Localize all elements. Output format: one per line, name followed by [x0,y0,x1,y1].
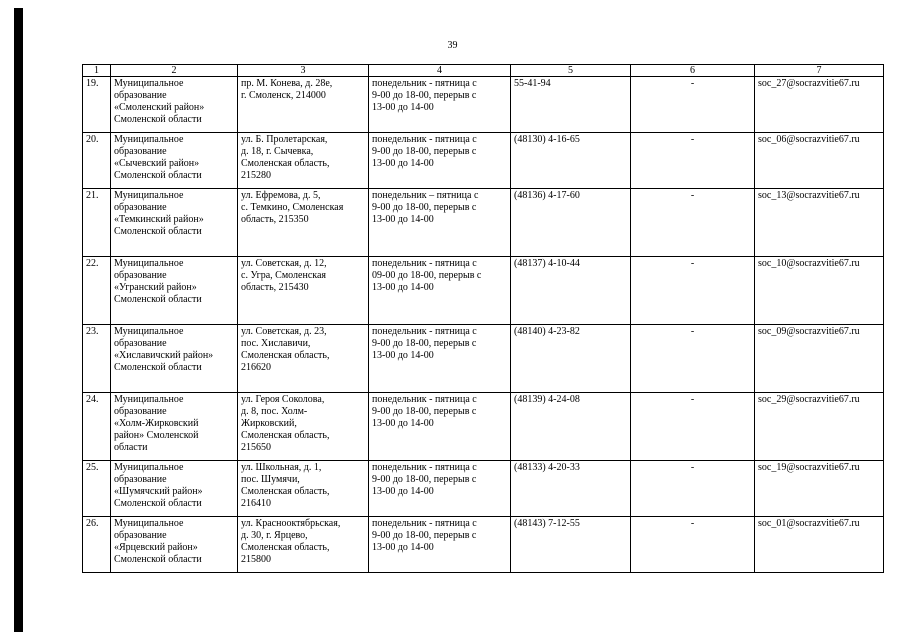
organization-name: Муниципальное образование «Холм-Жирковский район» Смоленской области [111,393,238,461]
row-number: 19. [83,77,111,133]
organization-name: Муниципальное образование «Смоленский район» Смоленской области [111,77,238,133]
header-cell-2: 2 [111,65,238,77]
column-6-value: - [631,461,755,517]
address: ул. Советская, д. 12, с. Угра, Смоленская область, 215430 [238,257,369,325]
working-hours: понедельник - пятница с 9-00 до 18-00, перерыв с 13-00 до 14-00 [369,77,511,133]
row-number: 26. [83,517,111,573]
phone: (48137) 4-10-44 [511,257,631,325]
column-6-value: - [631,517,755,573]
email: soc_19@socrazvitie67.ru [755,461,884,517]
email: soc_01@socrazvitie67.ru [755,517,884,573]
email: soc_06@socrazvitie67.ru [755,133,884,189]
row-number: 20. [83,133,111,189]
phone: (48130) 4-16-65 [511,133,631,189]
row-number: 25. [83,461,111,517]
column-6-value: - [631,77,755,133]
phone: (48139) 4-24-08 [511,393,631,461]
page-number: 39 [447,40,458,51]
email: soc_27@socrazvitie67.ru [755,77,884,133]
organization-name: Муниципальное образование «Шумячский район» Смоленской области [111,461,238,517]
column-6-value: - [631,393,755,461]
working-hours: понедельник - пятница с 9-00 до 18-00, перерыв с 13-00 до 14-00 [369,517,511,573]
column-6-value: - [631,189,755,257]
table-row [83,189,884,257]
organization-name: Муниципальное образование «Сычевский район» Смоленской области [111,133,238,189]
address: ул. Советская, д. 23, пос. Хиславичи, Смоленская область, 216620 [238,325,369,393]
header-cell-6: 6 [631,65,755,77]
table-row [83,461,884,517]
email: soc_29@socrazvitie67.ru [755,393,884,461]
row-number: 21. [83,189,111,257]
column-6-value: - [631,257,755,325]
scan-edge-bar [14,8,23,632]
email: soc_09@socrazvitie67.ru [755,325,884,393]
offices-table [82,64,884,573]
header-cell-3: 3 [238,65,369,77]
address: ул. Героя Соколова, д. 8, пос. Холм- Жирковский, Смоленская область, 215650 [238,393,369,461]
address: ул. Ефремова, д. 5, с. Темкино, Смоленская область, 215350 [238,189,369,257]
working-hours: понедельник - пятница с 9-00 до 18-00, перерыв с 13-00 до 14-00 [369,133,511,189]
header-cell-4: 4 [369,65,511,77]
address: пр. М. Конева, д. 28е, г. Смоленск, 214000 [238,77,369,133]
working-hours: понедельник - пятница с 9-00 до 18-00, перерыв с 13-00 до 14-00 [369,325,511,393]
table-row [83,393,884,461]
organization-name: Муниципальное образование «Ярцевский район» Смоленской области [111,517,238,573]
address: ул. Школьная, д. 1, пос. Шумячи, Смоленская область, 216410 [238,461,369,517]
column-6-value: - [631,325,755,393]
phone: (48133) 4-20-33 [511,461,631,517]
phone: 55-41-94 [511,77,631,133]
header-cell-1: 1 [83,65,111,77]
table-row [83,257,884,325]
header-row [83,65,884,77]
header-cell-5: 5 [511,65,631,77]
working-hours: понедельник - пятница с 09-00 до 18-00, перерыв с 13-00 до 14-00 [369,257,511,325]
organization-name: Муниципальное образование «Хиславичский район» Смоленской области [111,325,238,393]
address: ул. Б. Пролетарская, д. 18, г. Сычевка, Смоленская область, 215280 [238,133,369,189]
email: soc_13@socrazvitie67.ru [755,189,884,257]
row-number: 23. [83,325,111,393]
row-number: 24. [83,393,111,461]
working-hours: понедельник - пятница с 9-00 до 18-00, перерыв с 13-00 до 14-00 [369,461,511,517]
table-row [83,133,884,189]
table-row [83,517,884,573]
row-number: 22. [83,257,111,325]
phone: (48143) 7-12-55 [511,517,631,573]
phone: (48136) 4-17-60 [511,189,631,257]
email: soc_10@socrazvitie67.ru [755,257,884,325]
header-cell-7: 7 [755,65,884,77]
phone: (48140) 4-23-82 [511,325,631,393]
address: ул. Краснооктябрьская, д. 30, г. Ярцево, Смоленская область, 215800 [238,517,369,573]
table-row [83,325,884,393]
organization-name: Муниципальное образование «Темкинский район» Смоленской области [111,189,238,257]
column-6-value: - [631,133,755,189]
organization-name: Муниципальное образование «Угранский район» Смоленской области [111,257,238,325]
working-hours: понедельник – пятница с 9-00 до 18-00, перерыв с 13-00 до 14-00 [369,189,511,257]
working-hours: понедельник - пятница с 9-00 до 18-00, перерыв с 13-00 до 14-00 [369,393,511,461]
table-row [83,77,884,133]
